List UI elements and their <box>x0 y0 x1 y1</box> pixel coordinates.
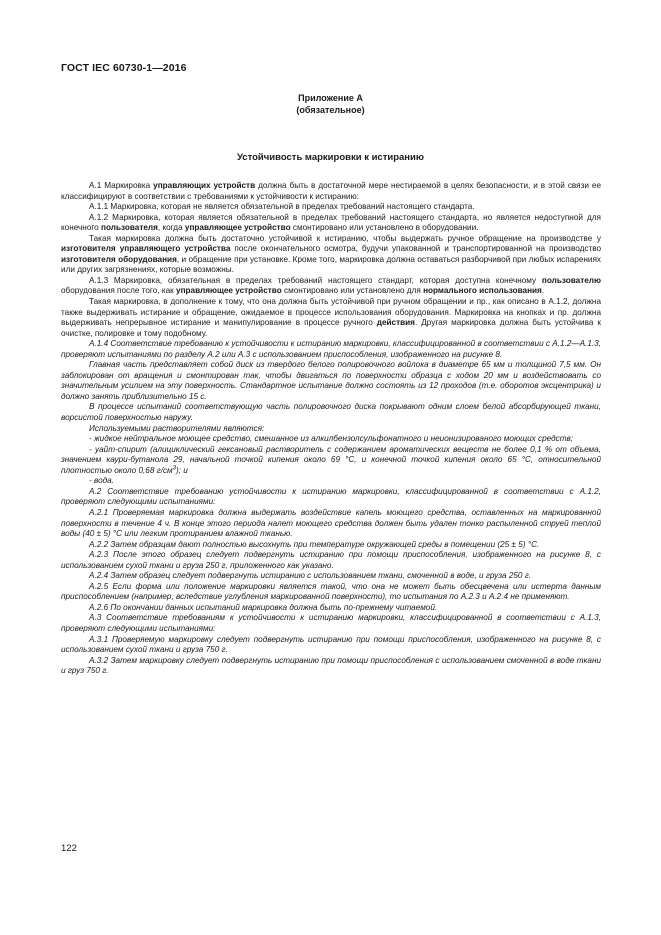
text-run: Такая маркировка, в дополнение к тому, что она должна быть устойчивой при ручном обращении и пр., как описано в А.1.2, должна также выдерживать истирание и обращение, ожидаемое в процессе использования оборудования. Маркировка на кнопках и пр. должна выдерживать непрерывное истирание и манипулирование в процессе ручного <box>61 297 601 328</box>
bold-term: пользователя <box>101 223 158 233</box>
paragraph <box>61 339 601 360</box>
text-run: смонтировано или установлено в оборудовании. <box>290 223 479 233</box>
text-run: А.3.1 Проверяемую маркировку следует подвергнуть истиранию при помощи приспособления, изображенного на рисунке 8, с использованием сухой ткани и груза 750 г. <box>61 634 601 655</box>
paragraph <box>61 508 601 540</box>
text-run: , когда <box>157 223 185 233</box>
text-run: А.1.3 Маркировка, обязательная в пределах требований настоящего стандарт, которая доступна конечному <box>89 275 542 285</box>
annex-title: Приложение А <box>298 93 363 103</box>
text-run: А.2.1 Проверяемая маркировка должна выдержать воздействие капель моющего средства, оставленных на маркированной поверхности в течение 4 ч. В конце этого периода налет моющего средства должен быть удален тонко распыленной струей теплой воды (40 ± 5) °С или легким протиранием влажной тканью. <box>61 507 601 539</box>
bold-term: управляющее устройство <box>184 223 291 233</box>
paragraph <box>61 424 601 435</box>
superscript: 3 <box>172 465 177 472</box>
text-run: Главная часть представляет собой диск из твердого белого полировочного войлока в диаметре 65 мм и толщиной 7,5 мм. Он заблокирован от вращения и смонтирован так, чтобы двигаться по поверхности образца с ходом 20 мм и воздействовать со значительным усилием на эту поверхность. Стандартное испытание должно состоять из 12 проходов (т.е. оборотов эксцентрика) и должно занять приблизительно 15 с. <box>61 360 601 401</box>
paragraph <box>61 434 601 445</box>
paragraph <box>61 613 601 634</box>
bold-term: пользователю <box>541 275 601 285</box>
text-run: А.1.2 Маркировка, которая является обязательной в пределах требований настоящего стандарта, но является недоступной для конечного <box>61 212 601 233</box>
text-run: В процессе испытаний соответствующую часть полировочного диска покрывают одним слоем белой абсорбирующей ткани, ворсистой поверхностью наружу. <box>61 402 601 423</box>
body-text <box>61 181 601 677</box>
paragraph <box>61 540 601 551</box>
paragraph <box>61 487 601 508</box>
paragraph <box>61 360 601 402</box>
bold-term: нормального использования <box>423 286 542 296</box>
text-run: , и обращение при установке. Кроме того, маркировка должна оставаться разборчивой при любых испарениях или других загрязнениях, которые возможны. <box>61 254 601 275</box>
bold-term: управляющих устройств <box>153 181 256 190</box>
text-run: оборудования после того, как <box>61 286 177 296</box>
text-run: - уайт-спирит (алициклический гексановый растворитель с содержанием ароматических веществ не более 0,1 % от объема, значением каури-бутанола 29, начальной точкой кипения около 69 °С, и конечной точкой кипения около 65 °С, относительной плотностью около 0,68 г/см <box>61 444 601 475</box>
text-run: смонтировано или установлено для <box>281 286 424 296</box>
text-run: А.3 Соответствие требованиям к устойчивости к истиранию маркировки, классифицированной в соответствии с А.1.3, проверяют следующими испытаниями: <box>61 613 601 633</box>
annex-heading <box>0 92 661 116</box>
paragraph <box>61 181 601 202</box>
bold-term: изготовителя управляющего устройства <box>61 244 231 254</box>
text-run: . <box>541 286 545 296</box>
paragraph <box>61 656 601 677</box>
text-run: - жидкое нейтральное моющее средство, смешанное из алкилбензолсульфонатного и неионизированого моющих средств; <box>89 434 574 444</box>
paragraph <box>61 571 601 582</box>
paragraph <box>61 476 601 487</box>
page-number: 122 <box>61 843 77 854</box>
paragraph <box>61 276 601 297</box>
text-run: А.2.3 После этого образец следует подвергнуть истиранию при помощи приспособления, изображенного на рисунке 8, с использованием сухой ткани и груза 250 г, приложенного как указано. <box>61 550 601 570</box>
text-run: А.1.4 Соответствие требованию к устойчивости к истиранию маркировки, классифицированной в соответствии с А.1.2—А.1.3, проверяют испытаниями по разделу А.2 или А.3 с использованием приспособления, изображенного на рисунке 8. <box>61 339 601 359</box>
paragraph <box>61 213 601 234</box>
paragraph <box>61 603 601 614</box>
document-header: ГОСТ IEC 60730-1—2016 <box>61 62 187 74</box>
bold-term: действия <box>376 318 415 328</box>
text-run: должна быть в достаточной мере нестираемой в целях безопасности, и в этой связи ее классифицируют в соответствии с требованиями к устойчивости к истиранию: <box>61 181 602 201</box>
text-run: после окончательного осмотра, будучи упакованной и транспортированной на производство <box>230 244 602 254</box>
text-run: А.2.4 Затем образец следует подвергнуть истиранию с использованием ткани, смоченной в воде, и груза 250 г. <box>89 571 532 581</box>
text-run: - вода. <box>89 476 115 486</box>
text-run: Используемыми растворителями являются: <box>89 423 265 433</box>
section-title: Устойчивость маркировки к истиранию <box>237 152 424 163</box>
paragraph <box>61 635 601 656</box>
paragraph <box>61 582 601 603</box>
paragraph <box>61 402 601 423</box>
text-run: Такая маркировка должна быть достаточно устойчивой к истиранию, чтобы выдержать ручное обращение на производстве у <box>89 233 601 243</box>
paragraph <box>61 297 601 339</box>
paragraph <box>61 550 601 571</box>
text-run: ); и <box>176 465 188 475</box>
paragraph <box>61 445 601 477</box>
bold-term: управляющее устройство <box>176 286 282 296</box>
text-run: А.3.2 Затем маркировку следует подвергнуть истиранию при помощи приспособления с использованием смоченной в воде ткани и груз 750 г. <box>61 655 601 676</box>
paragraph <box>61 202 601 213</box>
paragraph <box>61 234 601 276</box>
annex-subtitle: (обязательное) <box>296 105 365 115</box>
text-run: А.1 Маркировка <box>89 181 154 190</box>
bold-term: изготовителя оборудования <box>61 254 177 264</box>
text-run: . Другая маркировка должна быть устойчива к очистке, полировке и тому подобному. <box>61 318 601 338</box>
text-run: А.2.6 По окончании данных испытаний маркировка должна быть по-прежнему читаемой. <box>89 602 438 612</box>
text-run: А.2.2 Затем образцам дают полностью высохнуть при температуре окружающей среды в помещении (25 ± 5) °С. <box>89 539 540 549</box>
text-run: А.2.5 Если форма или положение маркировки является такой, что она не может быть обесцвечена или истерта данным приспособлением (например, вследствие углубления маркированной поверхности), то испытания по А.2.3 и А.2.4 не применяют. <box>61 581 601 602</box>
text-run: А.1.1 Маркировка, которая не является обязательной в пределах требований настоящего стандарта. <box>89 202 475 212</box>
text-run: А.2 Соответствие требованию устойчивости к истиранию маркировки, классифицированной в соответствии с А.1.2, проверяют следующими испытаниями: <box>61 486 601 507</box>
